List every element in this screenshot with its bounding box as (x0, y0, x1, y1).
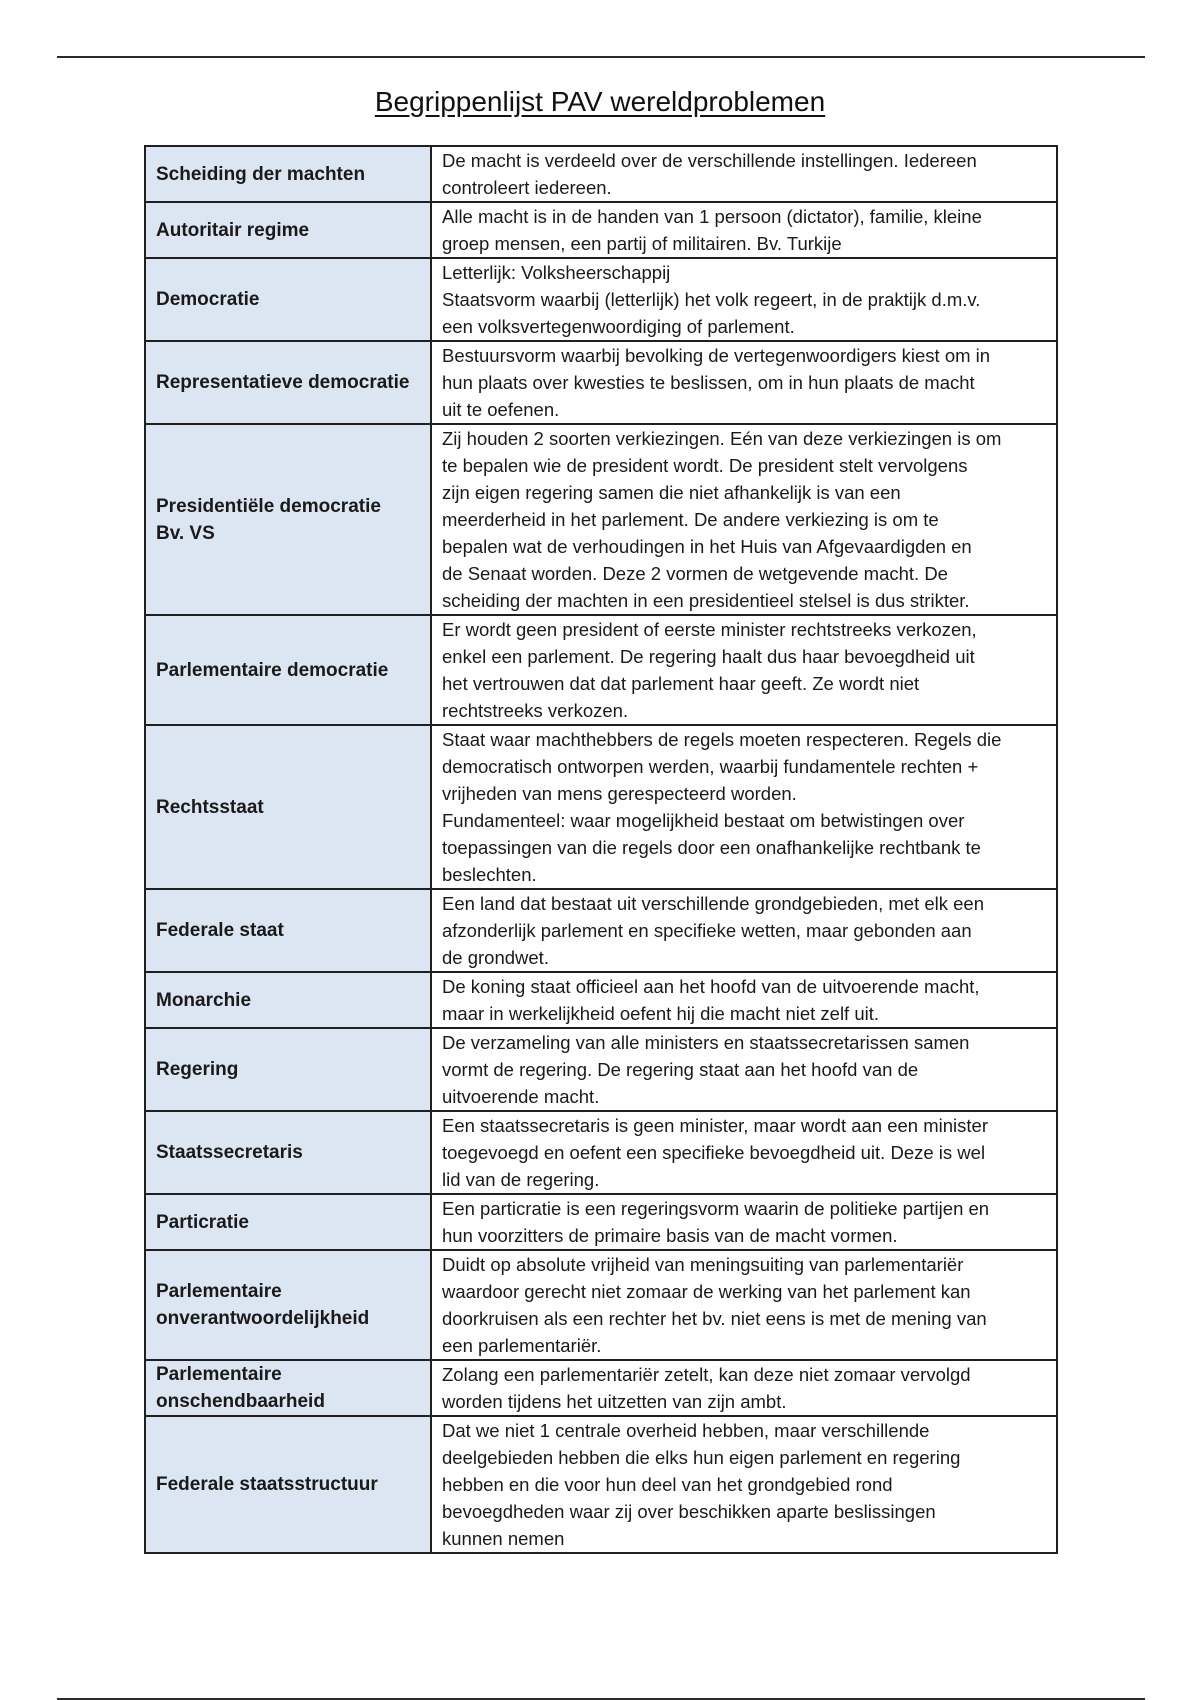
term-cell (145, 889, 431, 972)
definition-text: Zij houden 2 soorten verkiezingen. Eén van deze verkiezingen is om (442, 428, 1002, 449)
definition-text: hun plaats over kwesties te beslissen, om in hun plaats de macht (442, 372, 975, 393)
definition-text: een volksvertegenwoordiging of parlement. (442, 316, 795, 337)
definition-cell (431, 1416, 1057, 1553)
definition-text: Dat we niet 1 centrale overheid hebben, maar verschillende (442, 1420, 930, 1441)
definition-text: Letterlijk: Volksheerschappij (442, 262, 671, 283)
definition-text: deelgebieden hebben die elks hun eigen parlement en regering (442, 1447, 961, 1468)
table-row (145, 615, 1057, 725)
term-text: Democratie (156, 289, 260, 310)
definition-text: uitvoerende macht. (442, 1086, 600, 1107)
term-text: Parlementaire (156, 1281, 282, 1302)
definition-text: het vertrouwen dat dat parlement haar geeft. Ze wordt niet (442, 673, 920, 694)
definition-text: Fundamenteel: waar mogelijkheid bestaat om betwistingen over (442, 810, 965, 831)
term-cell (145, 1250, 431, 1360)
definition-cell (431, 1360, 1057, 1416)
table-row (145, 1194, 1057, 1250)
definition-text: Bestuursvorm waarbij bevolking de vertegenwoordigers kiest om in (442, 345, 991, 366)
term-cell (145, 1194, 431, 1250)
term-cell (145, 258, 431, 341)
definition-cell (431, 424, 1057, 615)
definition-text: toegevoegd en oefent een specifieke bevoegdheid uit. Deze is wel (442, 1142, 986, 1163)
definition-text: bevoegdheden waar zij over beschikken aparte beslissingen (442, 1501, 936, 1522)
definition-text: afzonderlijk parlement en specifieke wetten, maar gebonden aan (442, 920, 972, 941)
term-text: onverantwoordelijkheid (156, 1308, 370, 1329)
definition-text: De macht is verdeeld over de verschillende instellingen. Iedereen (442, 150, 977, 171)
term-text: Parlementaire (156, 1364, 282, 1385)
term-text: onschendbaarheid (156, 1391, 325, 1412)
definitions-table-body (145, 146, 1057, 1553)
definition-cell (431, 202, 1057, 258)
term-text: Particratie (156, 1211, 249, 1233)
definition-cell (431, 1028, 1057, 1111)
table-row (145, 1028, 1057, 1111)
term-text: Autoritair regime (156, 219, 310, 241)
definition-text: te bepalen wie de president wordt. De president stelt vervolgens (442, 455, 968, 476)
definition-text: Staatsvorm waarbij (letterlijk) het volk regeert, in de praktijk d.m.v. (442, 289, 981, 310)
term-text: Scheiding der machten (156, 163, 366, 185)
term-text: Monarchie (156, 989, 252, 1011)
table-row (145, 146, 1057, 202)
definition-text: kunnen nemen (442, 1528, 565, 1549)
term-cell (145, 1028, 431, 1111)
term-cell (145, 202, 431, 258)
term-cell (145, 1360, 431, 1416)
table-row (145, 1416, 1057, 1553)
definition-cell (431, 1194, 1057, 1250)
definition-text: groep mensen, een partij of militairen. Bv. Turkije (442, 233, 842, 254)
definition-text: meerderheid in het parlement. De andere verkiezing is om te (442, 509, 939, 530)
definition-text: worden tijdens het uitzetten van zijn ambt. (442, 1391, 787, 1412)
term-text: Rechtsstaat (156, 796, 264, 818)
definition-text: Staat waar machthebbers de regels moeten respecteren. Regels die (442, 729, 1002, 750)
term-text: Staatssecretaris (156, 1142, 303, 1163)
definition-cell (431, 146, 1057, 202)
term-text: Bv. VS (156, 522, 215, 544)
definition-text: Een land dat bestaat uit verschillende grondgebieden, met elk een (442, 893, 985, 914)
term-cell (145, 146, 431, 202)
definition-text: Duidt op absolute vrijheid van meningsuiting van parlementariër (442, 1254, 964, 1275)
definition-text: zijn eigen regering samen die niet afhankelijk is van een (442, 482, 901, 503)
term-cell (145, 1111, 431, 1194)
definition-text: waardoor gerecht niet zomaar de werking van het parlement kan (442, 1281, 971, 1302)
definition-text: Alle macht is in de handen van 1 persoon (dictator), familie, kleine (442, 206, 982, 227)
term-text: Presidentiële democratie (156, 495, 381, 517)
term-cell (145, 615, 431, 725)
definition-text: De verzameling van alle ministers en staatssecretarissen samen (442, 1032, 970, 1053)
term-text: Federale staatsstructuur (156, 1474, 378, 1495)
definition-cell (431, 615, 1057, 725)
definition-cell (431, 1250, 1057, 1360)
definition-text: Er wordt geen president of eerste minister rechtstreeks verkozen, (442, 619, 977, 640)
definition-text: beslechten. (442, 864, 537, 885)
table-row (145, 202, 1057, 258)
definition-cell (431, 725, 1057, 889)
table-row (145, 889, 1057, 972)
term-text: Regering (156, 1059, 239, 1080)
term-cell (145, 1416, 431, 1553)
definition-text: toepassingen van die regels door een onafhankelijke rechtbank te (442, 837, 981, 858)
term-cell (145, 341, 431, 424)
table-row (145, 1111, 1057, 1194)
term-cell (145, 424, 431, 615)
term-text: Parlementaire democratie (156, 659, 389, 681)
page-title: Begrippenlijst PAV wereldproblemen (374, 86, 826, 117)
term-cell (145, 725, 431, 889)
definition-text: de Senaat worden. Deze 2 vormen de wetgevende macht. De (442, 563, 948, 584)
definition-text: democratisch ontworpen werden, waarbij fundamentele rechten + (442, 756, 979, 777)
definition-cell (431, 972, 1057, 1028)
term-cell (145, 972, 431, 1028)
table-row (145, 1360, 1057, 1416)
table-row (145, 972, 1057, 1028)
definition-cell (431, 258, 1057, 341)
table-row (145, 258, 1057, 341)
term-text: Federale staat (156, 920, 284, 941)
definition-text: bepalen wat de verhoudingen in het Huis van Afgevaardigden en (442, 536, 972, 557)
definition-text: vrijheden van mens gerespecteerd worden. (442, 783, 797, 804)
definition-text: maar in werkelijkheid oefent hij die macht niet zelf uit. (442, 1003, 880, 1024)
definition-text: hebben en die voor hun deel van het grondgebied rond (442, 1474, 893, 1495)
definition-text: Een staatssecretaris is geen minister, maar wordt aan een minister (442, 1115, 988, 1136)
definitions-table (144, 145, 1058, 1554)
definition-text: Een particratie is een regeringsvorm waarin de politieke partijen en (442, 1198, 990, 1219)
definition-text: lid van de regering. (442, 1169, 600, 1190)
definition-text: Zolang een parlementariër zetelt, kan deze niet zomaar vervolgd (442, 1364, 971, 1385)
definition-text: controleert iedereen. (442, 177, 612, 198)
definition-cell (431, 1111, 1057, 1194)
term-text: Representatieve democratie (156, 372, 410, 393)
definition-text: een parlementariër. (442, 1335, 602, 1356)
definition-text: scheiding der machten in een presidentieel stelsel is dus strikter. (442, 590, 970, 611)
header-rule (57, 56, 1145, 58)
definition-text: uit te oefenen. (442, 399, 560, 420)
definition-text: rechtstreeks verkozen. (442, 700, 629, 721)
definition-text: doorkruisen als een rechter het bv. niet eens is met de mening van (442, 1308, 987, 1329)
definition-cell (431, 889, 1057, 972)
definition-text: De koning staat officieel aan het hoofd van de uitvoerende macht, (442, 976, 980, 997)
definition-text: enkel een parlement. De regering haalt dus haar bevoegdheid uit (442, 646, 975, 667)
definition-text: hun voorzitters de primaire basis van de macht vormen. (442, 1225, 898, 1246)
definition-text: de grondwet. (442, 947, 549, 968)
definition-text: vormt de regering. De regering staat aan het hoofd van de (442, 1059, 919, 1080)
table-row (145, 341, 1057, 424)
definition-cell (431, 341, 1057, 424)
table-row (145, 1250, 1057, 1360)
table-row (145, 725, 1057, 889)
table-row (145, 424, 1057, 615)
